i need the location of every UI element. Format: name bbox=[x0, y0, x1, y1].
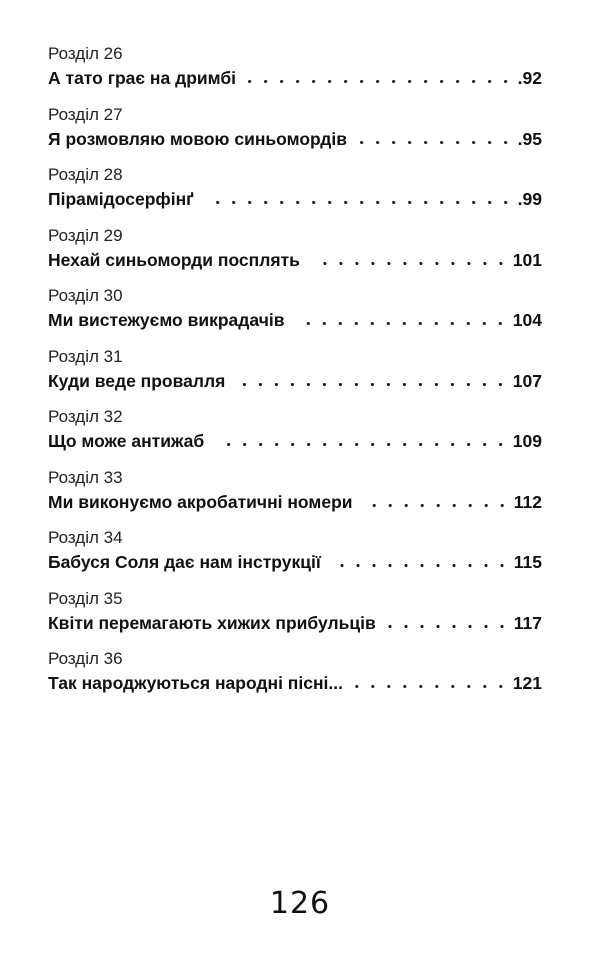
chapter-title: Так народжуються народні пісні... bbox=[48, 673, 343, 693]
toc-entry bbox=[48, 466, 542, 527]
toc-entry bbox=[48, 103, 542, 164]
dot-leader bbox=[365, 503, 510, 508]
chapter-title: Куди веде провалля bbox=[48, 370, 226, 391]
chapter-label: Розділ 29 bbox=[48, 225, 123, 245]
toc-entry bbox=[48, 526, 542, 587]
dot-leader bbox=[333, 563, 510, 568]
dot-leader bbox=[216, 442, 509, 447]
page-number: 101 bbox=[512, 249, 542, 270]
entry-row bbox=[48, 368, 542, 394]
dot-leader bbox=[237, 382, 508, 387]
dot-leader bbox=[296, 321, 508, 326]
toc-entry bbox=[48, 647, 542, 708]
entry-row bbox=[48, 65, 542, 91]
entry-row bbox=[48, 610, 542, 636]
page-number: 107 bbox=[512, 370, 542, 391]
entry-row bbox=[48, 489, 542, 515]
chapter-title: Квіти перемагають хижих прибульців bbox=[48, 612, 376, 633]
page-number: .95 bbox=[517, 128, 542, 149]
page-number: 109 bbox=[512, 431, 542, 451]
entry-row bbox=[48, 247, 542, 273]
chapter-label: Розділ 36 bbox=[48, 649, 123, 668]
dot-leader bbox=[359, 140, 514, 145]
toc-entry bbox=[48, 345, 542, 406]
entry-row bbox=[48, 428, 542, 454]
entry-row bbox=[48, 186, 542, 212]
dot-leader bbox=[312, 261, 509, 266]
page-number: .92 bbox=[517, 68, 542, 88]
chapter-title: Бабуся Соля дає нам інструкції bbox=[48, 552, 321, 572]
dot-leader bbox=[355, 684, 509, 689]
chapter-title: Пірамідосерфінґ bbox=[48, 189, 194, 209]
entry-row bbox=[48, 549, 542, 575]
chapter-title: Що може антижаб bbox=[48, 431, 205, 451]
dot-leader bbox=[248, 79, 514, 84]
page-number: 104 bbox=[512, 310, 542, 330]
dot-leader bbox=[388, 624, 510, 629]
toc-entry bbox=[48, 587, 542, 648]
chapter-title: А тато грає на дримбі bbox=[48, 68, 237, 88]
chapter-label: Розділ 34 bbox=[48, 528, 123, 547]
chapter-label: Розділ 27 bbox=[48, 104, 123, 124]
entry-row bbox=[48, 670, 542, 696]
page-number: .99 bbox=[517, 189, 542, 209]
toc-entry bbox=[48, 284, 542, 345]
chapter-label: Розділ 28 bbox=[48, 165, 123, 184]
entry-row bbox=[48, 126, 542, 152]
chapter-title: Ми вистежуємо викрадачів bbox=[48, 310, 285, 330]
toc-entry bbox=[48, 405, 542, 466]
chapter-title: Ми виконуємо акробатичні номери bbox=[48, 491, 353, 512]
toc-entry bbox=[48, 224, 542, 285]
toc-entry bbox=[48, 42, 542, 103]
chapter-label: Розділ 33 bbox=[48, 467, 123, 487]
page-number: 117 bbox=[513, 612, 542, 633]
page-number: 112 bbox=[513, 491, 542, 512]
chapter-label: Розділ 32 bbox=[48, 407, 123, 426]
entry-row bbox=[48, 307, 542, 333]
page-number: 115 bbox=[513, 552, 542, 572]
toc-entry bbox=[48, 163, 542, 224]
dot-leader bbox=[206, 200, 514, 205]
chapter-label: Розділ 26 bbox=[48, 44, 123, 63]
chapter-label: Розділ 35 bbox=[48, 588, 123, 608]
page-folio-number: 126 bbox=[269, 886, 331, 921]
chapter-label: Розділ 31 bbox=[48, 346, 123, 366]
table-of-contents bbox=[48, 42, 542, 708]
chapter-label: Розділ 30 bbox=[48, 286, 123, 305]
chapter-title: Нехай синьоморди посплять bbox=[48, 249, 300, 270]
page-number: 121 bbox=[512, 673, 542, 693]
chapter-title: Я розмовляю мовою синьомордів bbox=[48, 128, 348, 149]
